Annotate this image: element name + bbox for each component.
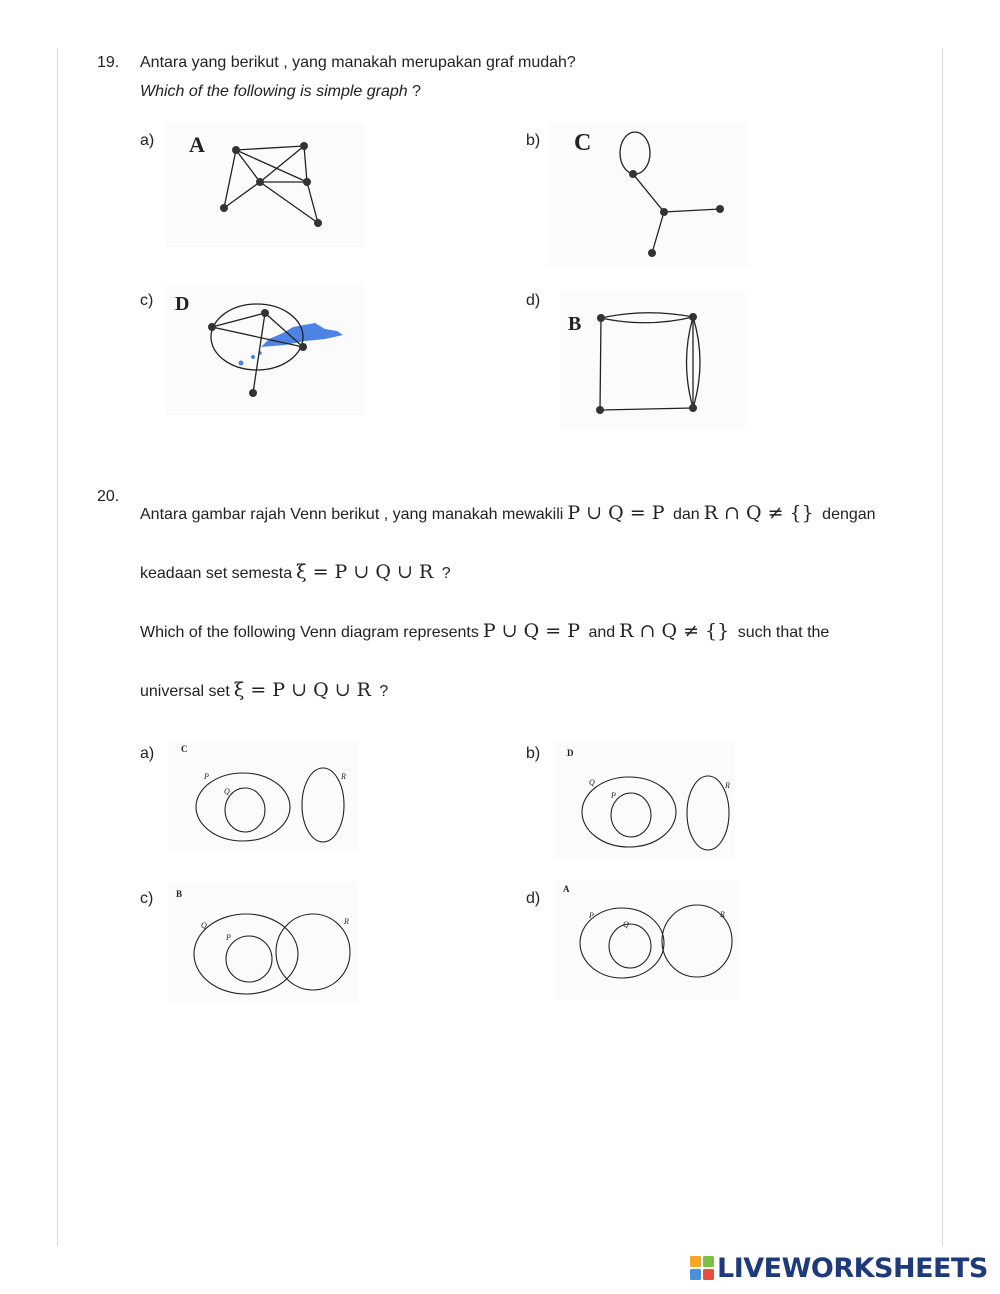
q20-option-c-radio[interactable]: c) [140,890,154,907]
graph-c-figure [548,122,748,267]
q20-malay-qmark: ? [441,565,451,582]
venn-d-figure [555,880,740,1000]
venn-c-set-r: R [344,917,349,926]
venn-b-set-p: P [611,791,616,800]
graph-b-letter: B [568,313,582,335]
q20-en-math-intersection: R ∩ Q ≠ {} [619,620,730,642]
graph-d-letter: D [175,293,190,315]
q20-malay-and: dan [672,506,700,523]
venn-c-figure [168,882,358,1004]
q20-english-and: and [588,624,616,641]
graph-b-figure [560,290,745,430]
venn-c-letter: B [176,889,183,899]
q20-math-intersection: R ∩ Q ≠ {} [703,502,814,524]
q20-malay-prefix: Antara gambar rajah Venn berikut , yang manakah mewakili [140,506,564,523]
q20-english-line2 [140,679,388,701]
venn-b-set-r: R [725,781,730,790]
q19-text-english [140,83,421,101]
right-margin-line [942,48,943,1246]
venn-a-set-p: P [204,772,209,781]
venn-b-figure [555,740,735,860]
q20-english-line1 [140,620,829,642]
q19-english-italic: Which of the following is simple graph [140,83,408,100]
q19-option-b-radio[interactable]: b) [526,132,541,149]
venn-d-set-r: R [720,910,725,919]
q20-malay-line1 [140,502,876,524]
venn-d-set-p: P [589,911,594,920]
liveworksheets-logo-icon [690,1256,714,1280]
venn-a-letter: C [181,744,188,754]
venn-a-set-q: Q [224,787,230,796]
q20-option-d-radio[interactable]: d) [526,890,541,907]
graph-d-figure [165,285,365,415]
q19-option-c-radio[interactable]: c) [140,292,154,309]
q20-english-such: such that the [737,624,830,641]
q20-en-math-universal: ξ = P ∪ Q ∪ R [233,679,371,701]
q20-malay-line2 [140,561,451,583]
q20-malay-universal-prefix: keadaan set semesta [140,565,293,582]
q20-english-prefix: Which of the following Venn diagram represents [140,624,479,641]
liveworksheets-brand-text: LIVEWORKSHEETS [717,1252,988,1284]
q19-number: 19. [97,54,120,71]
graph-c-letter: C [574,130,592,156]
q20-math-union: P ∪ Q = P [567,502,665,524]
q19-option-d-radio[interactable]: d) [526,292,541,309]
venn-a-set-r: R [341,772,346,781]
venn-b-set-q: Q [589,778,595,787]
venn-a-figure [168,740,358,852]
q20-option-a-radio[interactable]: a) [140,745,155,762]
q20-english-universal-prefix: universal set [140,683,230,700]
venn-c-set-p: P [226,933,231,942]
q20-number: 20. [97,488,120,505]
q20-option-b-radio[interactable]: b) [526,745,541,762]
venn-d-letter: A [563,884,570,894]
q20-math-universal: ξ = P ∪ Q ∪ R [296,561,434,583]
q19-option-a-radio[interactable]: a) [140,132,155,149]
q20-malay-with: dengan [822,506,876,523]
graph-a-figure [165,122,365,247]
venn-b-letter: D [567,748,574,758]
left-margin-line [57,48,58,1246]
graph-a-letter: A [189,132,205,157]
q19-english-tail: ? [407,83,422,100]
q20-english-qmark: ? [379,683,389,700]
q19-text-malay: Antara yang berikut , yang manakah merupakan graf mudah? [140,54,576,71]
q20-en-math-union: P ∪ Q = P [482,620,581,642]
liveworksheets-logo [690,1253,988,1283]
venn-c-set-q: Q [201,921,207,930]
venn-d-set-q: Q [623,920,629,929]
